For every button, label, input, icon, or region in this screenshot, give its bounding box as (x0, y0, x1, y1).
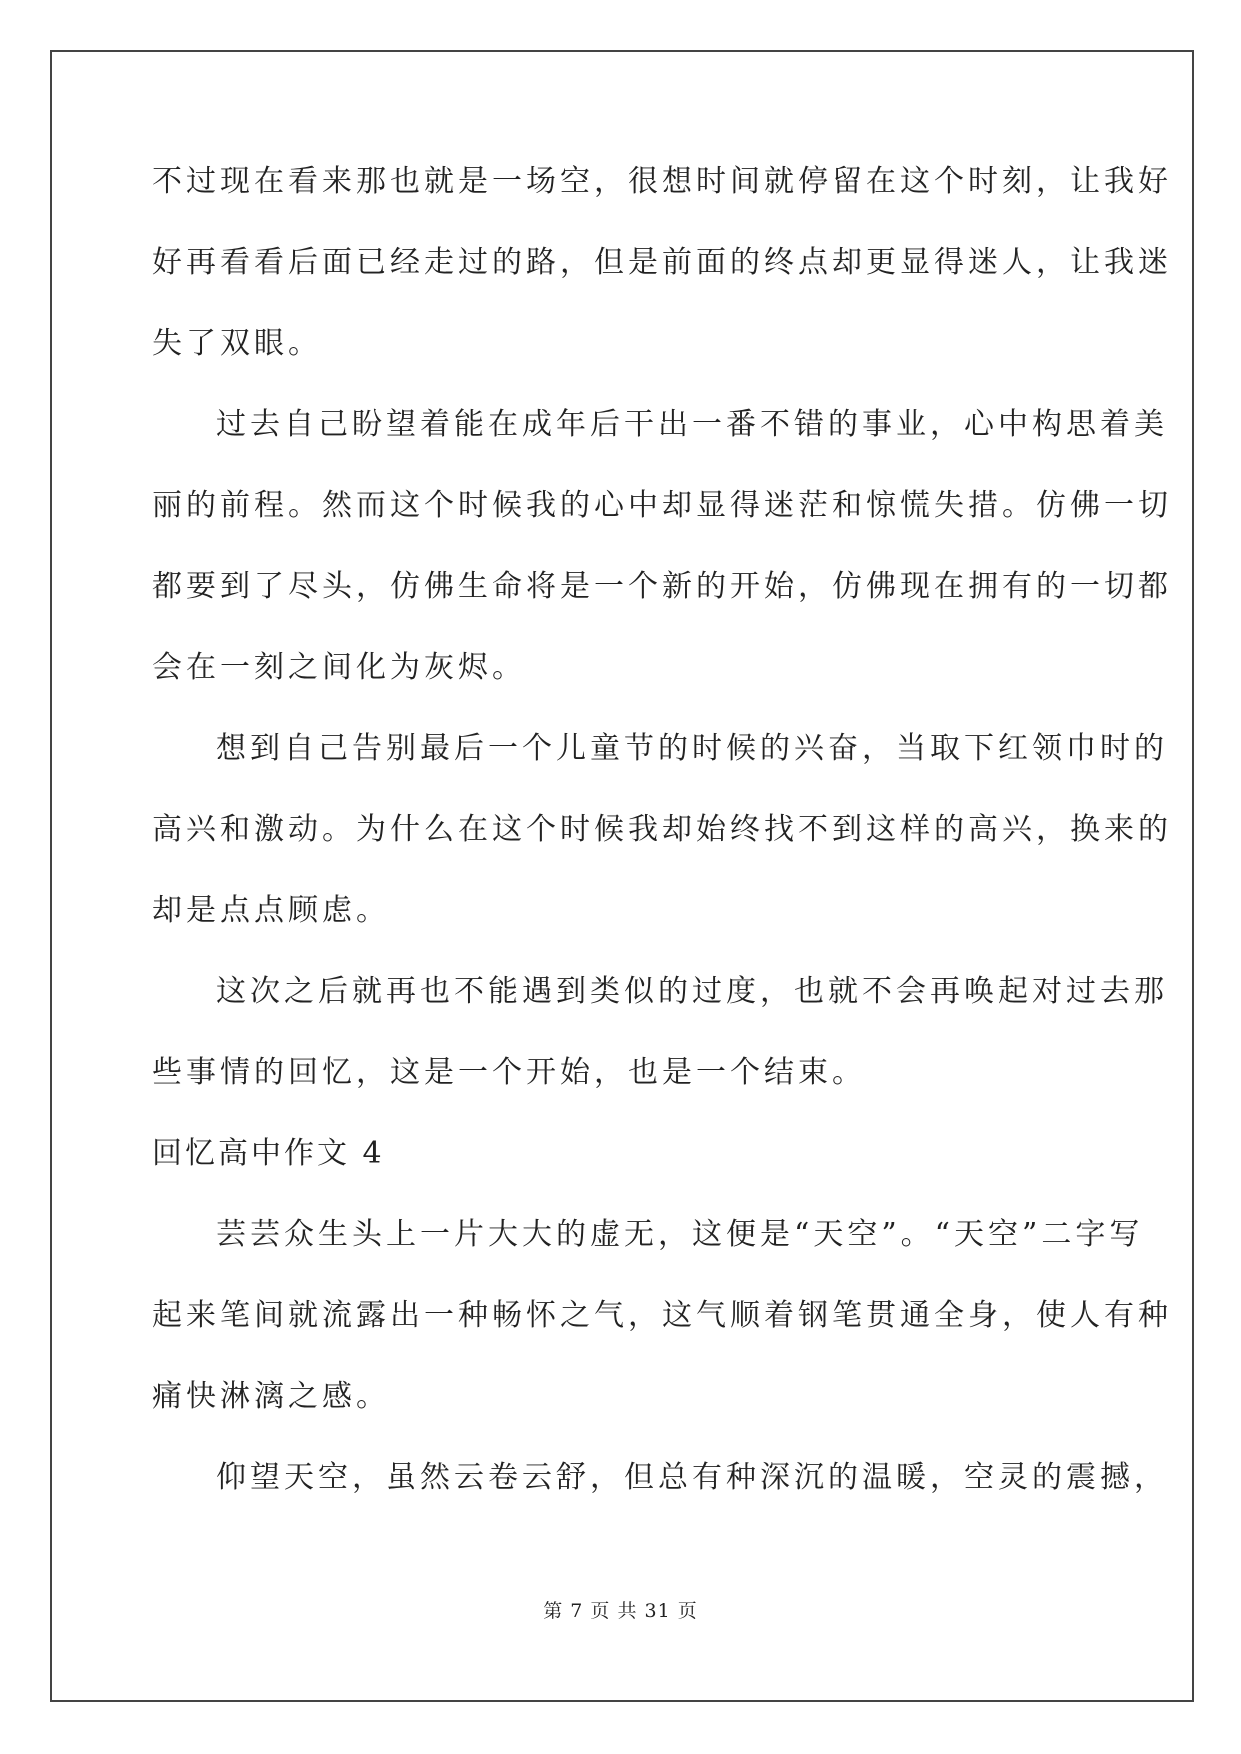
text-line: 却是点点顾虑。 (152, 893, 390, 928)
page-number-footer: 第 7 页 共 31 页 (543, 1600, 698, 1622)
text-line: 高兴和激动。为什么在这个时候我却始终找不到这样的高兴，换来的 (152, 812, 1172, 847)
text-line: 好再看看后面已经走过的路，但是前面的终点却更显得迷人，让我迷 (152, 245, 1172, 280)
text-line: 都要到了尽头，仿佛生命将是一个新的开始，仿佛现在拥有的一切都 (152, 569, 1172, 604)
text-line: 丽的前程。然而这个时候我的心中却显得迷茫和惊慌失措。仿佛一切 (152, 488, 1172, 523)
paragraph-first-line: 想到自己告别最后一个儿童节的时候的兴奋，当取下红领巾时的 (216, 731, 1168, 766)
document-body (152, 162, 1172, 1539)
text-line: 会在一刻之间化为灰烬。 (152, 650, 526, 685)
text-line: 失了双眼。 (152, 326, 322, 361)
section-heading: 回忆高中作文 4 (152, 1136, 385, 1171)
paragraph-first-line: 过去自己盼望着能在成年后干出一番不错的事业，心中构思着美 (216, 407, 1168, 442)
paragraph-first-line: 仰望天空，虽然云卷云舒，但总有种深沉的温暖，空灵的震撼， (216, 1460, 1168, 1495)
text-line: 痛快淋漓之感。 (152, 1379, 390, 1414)
paragraph-first-line: 芸芸众生头上一片大大的虚无，这便是“天空”。“天空”二字写 (216, 1217, 1144, 1252)
text-line: 些事情的回忆，这是一个开始，也是一个结束。 (152, 1055, 866, 1090)
text-line: 不过现在看来那也就是一场空，很想时间就停留在这个时刻，让我好 (152, 164, 1172, 199)
text-line: 起来笔间就流露出一种畅怀之气，这气顺着钢笔贯通全身，使人有种 (152, 1298, 1172, 1333)
paragraph-first-line: 这次之后就再也不能遇到类似的过度，也就不会再唤起对过去那 (216, 974, 1168, 1009)
